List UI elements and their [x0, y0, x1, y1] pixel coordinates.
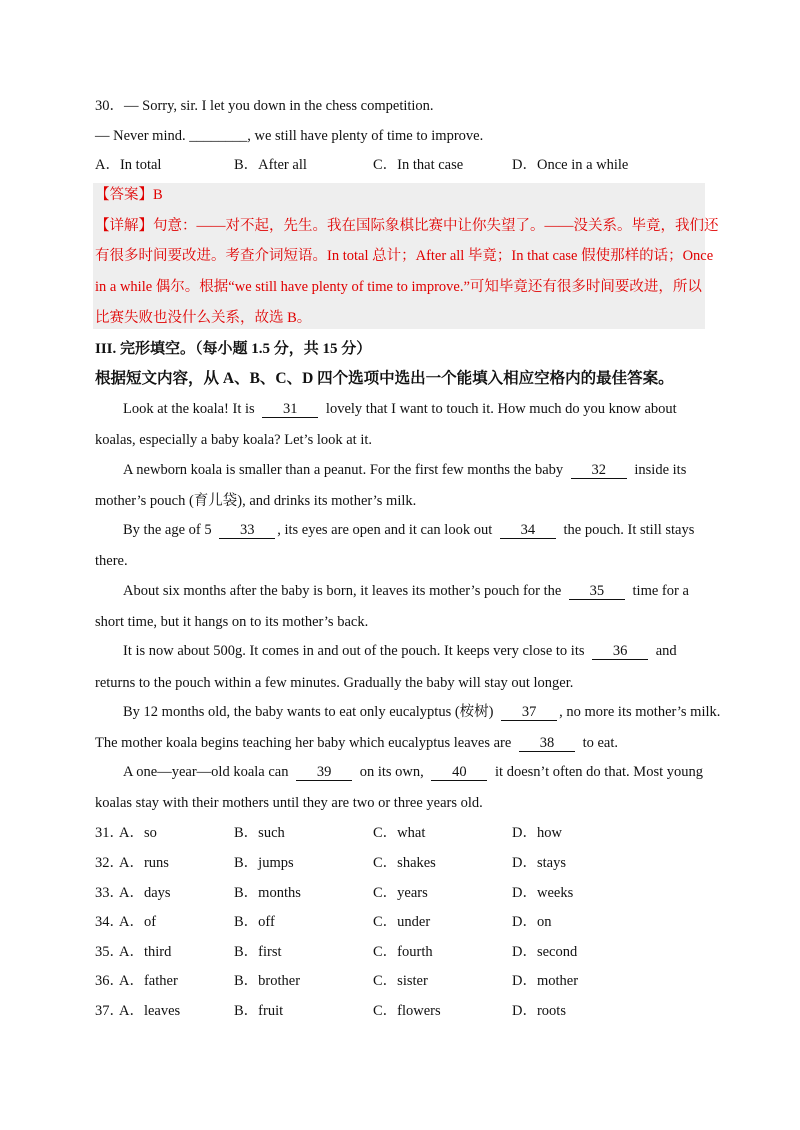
passage-text: to eat.	[582, 735, 618, 751]
option-b: B．such	[234, 825, 285, 841]
passage-text: and	[655, 643, 677, 659]
option-b: B．fruit	[234, 1003, 284, 1019]
option-a: A．father	[119, 973, 178, 989]
q30-option-d: D．Once in a while	[512, 157, 629, 173]
passage-line	[123, 520, 694, 540]
passage-text: The mother koala begins teaching her baby which eucalyptus leaves are	[95, 735, 512, 751]
option-d: D．how	[512, 825, 562, 841]
question-number: 32．	[95, 855, 124, 871]
option-c: C．what	[373, 825, 426, 841]
option-b: B．off	[234, 914, 275, 930]
option-a: A．days	[119, 885, 171, 901]
passage-text: , no more its mother’s milk.	[559, 704, 721, 720]
section-instruction: 根据短文内容，从 A、B、C、D 四个选项中选出一个能填入相应空格内的最佳答案。	[95, 370, 674, 387]
q30-option-c: C．In that case	[373, 157, 464, 173]
question-number: 33．	[95, 885, 124, 901]
option-c: C．fourth	[373, 944, 433, 960]
passage-line	[95, 733, 618, 753]
answer-detail-line: 有很多时间要改进。考查介词短语。In total 总计；After all 毕竟；In that case 假使那样的话；Once	[95, 248, 714, 264]
passage-text: , its eyes are open and it can look out	[277, 522, 493, 538]
passage-line: there.	[95, 553, 128, 569]
question-number: 31．	[95, 825, 124, 841]
option-d: D．second	[512, 944, 578, 960]
question-number: 34．	[95, 914, 124, 930]
passage-text: it doesn’t often do that. Most young	[495, 764, 703, 780]
blank-36: 36	[592, 643, 648, 660]
passage-text: It is now about 500g. It comes in and out of the pouch. It keeps very close to its	[123, 643, 585, 659]
option-b: B．brother	[234, 973, 301, 989]
passage-line: short time, but it hangs on to its mother’s back.	[95, 614, 369, 630]
option-c: C．under	[373, 914, 431, 930]
passage-line	[123, 581, 689, 601]
passage-text: A newborn koala is smaller than a peanut. For the first few months the baby	[123, 462, 564, 478]
passage-line	[123, 762, 703, 782]
passage-text: time for a	[632, 583, 689, 599]
q30-prompt: 30．— Sorry, sir. I let you down in the chess competition.	[95, 98, 434, 114]
passage-text: inside its	[634, 462, 687, 478]
option-b: B．first	[234, 944, 282, 960]
blank-37: 37	[501, 704, 557, 721]
passage-text: By the age of 5	[123, 522, 212, 538]
passage-line: koalas, especially a baby koala? Let’s look at it.	[95, 432, 373, 448]
option-d: D．mother	[512, 973, 579, 989]
option-c: C．sister	[373, 973, 428, 989]
answer-detail-line: in a while 偶尔。根据“we still have plenty of time to improve.”可知毕竟还有很多时间要改进，所以	[95, 279, 702, 295]
option-d: D．on	[512, 914, 552, 930]
passage-line	[123, 399, 677, 419]
passage-line	[123, 641, 677, 661]
blank-35: 35	[569, 583, 625, 600]
blank-40: 40	[431, 764, 487, 781]
passage-text: By 12 months old, the baby wants to eat only eucalyptus (桉树)	[123, 704, 494, 720]
passage-line: returns to the pouch within a few minutes. Gradually the baby will stay out longer.	[95, 675, 574, 691]
section-title: III. 完形填空。（每小题 1.5 分，共 15 分）	[95, 341, 372, 357]
blank-39: 39	[296, 764, 352, 781]
passage-line: mother’s pouch (育儿袋), and drinks its mother’s milk.	[95, 493, 417, 509]
blank-33: 33	[219, 522, 275, 539]
question-number: 37．	[95, 1003, 124, 1019]
option-a: A．third	[119, 944, 172, 960]
blank-34: 34	[500, 522, 556, 539]
passage-line	[123, 702, 720, 722]
passage-text: lovely that I want to touch it. How much do you know about	[325, 401, 677, 417]
question-number: 36．	[95, 973, 124, 989]
option-d: D．stays	[512, 855, 566, 871]
option-a: A．of	[119, 914, 157, 930]
option-b: B．months	[234, 885, 301, 901]
blank-31: 31	[262, 401, 318, 418]
q30-option-b: B．After all	[234, 157, 307, 173]
q30-option-a: A．In total	[95, 157, 162, 173]
blank-38: 38	[519, 735, 575, 752]
blank-32: 32	[571, 462, 627, 479]
option-c: C．years	[373, 885, 428, 901]
passage-text: on its own,	[359, 764, 424, 780]
option-a: A．so	[119, 825, 157, 841]
passage-text: Look at the koala! It is	[123, 401, 255, 417]
answer-detail-line: 比赛失败也没什么关系，故选 B。	[95, 310, 312, 326]
option-a: A．runs	[119, 855, 169, 871]
passage-line	[123, 460, 686, 480]
answer-label: 【答案】B	[95, 187, 163, 203]
option-c: C．shakes	[373, 855, 436, 871]
option-d: D．weeks	[512, 885, 574, 901]
option-c: C．flowers	[373, 1003, 441, 1019]
q30-response: — Never mind. ________, we still have plenty of time to improve.	[95, 128, 484, 144]
answer-detail-line: 【详解】句意：——对不起，先生。我在国际象棋比赛中让你失望了。——没关系。毕竟，我们还	[95, 218, 719, 234]
option-d: D．roots	[512, 1003, 566, 1019]
passage-text: A one—year—old koala can	[123, 764, 289, 780]
passage-text: About six months after the baby is born, it leaves its mother’s pouch for the	[123, 583, 562, 599]
passage-line: koalas stay with their mothers until they are two or three years old.	[95, 795, 483, 811]
passage-text: the pouch. It still stays	[563, 522, 695, 538]
option-b: B．jumps	[234, 855, 294, 871]
option-a: A．leaves	[119, 1003, 181, 1019]
question-number: 35．	[95, 944, 124, 960]
